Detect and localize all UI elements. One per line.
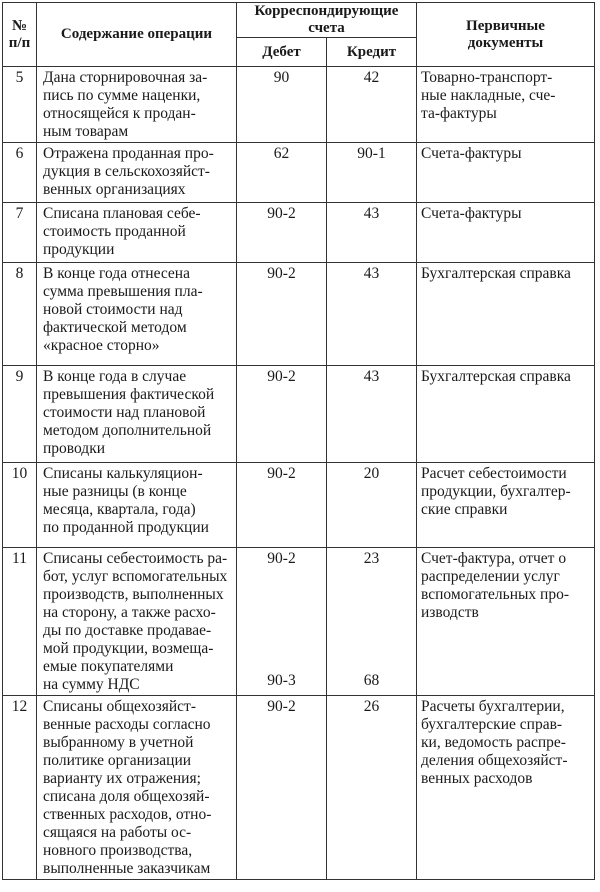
header-docs: [417, 3, 595, 67]
content-line: на сумму НДС: [43, 676, 140, 693]
docs-line: распределении услуг: [421, 568, 560, 585]
debit-account: 90-2: [237, 463, 327, 548]
docs-line: Бухгалтерская справка: [421, 368, 571, 385]
content-line: пись по сумме наценки,: [43, 87, 201, 104]
operation-content: [37, 548, 237, 696]
operation-content: [37, 366, 237, 463]
content-line: политике организации: [43, 752, 192, 769]
header-num-line: п/п: [8, 34, 31, 51]
content-line: Списаны себестоимость ра-: [43, 550, 228, 567]
header-docs-line: Первичные: [466, 17, 545, 34]
content-line: ды по доставке продавае-: [43, 622, 212, 639]
debit-account: 62: [237, 143, 327, 203]
content-line: венные расходы согласно: [43, 716, 211, 733]
docs-line: ные накладные, сче-: [421, 87, 556, 104]
credit-account: 20: [327, 463, 417, 548]
header-accounts: Корреспондирующие счета: [237, 3, 417, 38]
docs-line: продукции, бухгалтер-: [421, 483, 571, 500]
credit-account: 26: [327, 696, 417, 880]
docs-line: деления общехозяйст-: [421, 752, 568, 769]
primary-documents: [417, 143, 595, 203]
debit-account-value: 90-3: [267, 672, 296, 689]
content-line: стоимость проданной: [43, 223, 186, 240]
spacer: [327, 620, 416, 672]
docs-line: ки, ведомость распре-: [421, 734, 566, 751]
table-row: [3, 203, 595, 263]
operation-content: [37, 143, 237, 203]
debit-account: [237, 548, 327, 696]
primary-documents: [417, 366, 595, 463]
content-line: производств, выполненных: [43, 586, 224, 603]
credit-account-value: 68: [363, 672, 380, 689]
docs-line: та-фактуры: [421, 105, 497, 122]
content-line: В конце года отнесена: [43, 265, 190, 282]
content-line: емые покупателями: [43, 658, 174, 675]
docs-line: венных расходов: [421, 770, 533, 787]
content-line: Дана сторнировочная за-: [43, 69, 208, 86]
docs-line: бухгалтерские справ-: [421, 716, 563, 733]
spacer: [327, 568, 416, 620]
content-line: месяца, квартала, года): [43, 501, 196, 518]
content-line: сящаяся на работы ос-: [43, 824, 192, 841]
operation-content: [37, 463, 237, 548]
header-debit: Дебет: [237, 38, 327, 67]
docs-line: Расчеты бухгалтерии,: [421, 698, 565, 715]
debit-account: 90-2: [237, 263, 327, 366]
row-number: 8: [3, 263, 37, 366]
content-line: относящейся к продан-: [43, 105, 196, 122]
content-line: превышения фактической: [43, 386, 215, 403]
operation-content: [37, 263, 237, 366]
docs-line: Расчет себестоимости: [421, 465, 567, 482]
row-number: 9: [3, 366, 37, 463]
content-line: В конце года в случае: [43, 368, 187, 385]
content-line: фактической методом: [43, 319, 187, 336]
credit-account: 42: [327, 67, 417, 143]
debit-account: 90-2: [237, 696, 327, 880]
credit-account-value: 23: [363, 550, 380, 567]
header-num: [3, 3, 37, 67]
content-line: бот, услуг вспомогательных: [43, 568, 228, 585]
content-line: Отражена проданная про-: [43, 145, 214, 162]
content-line: проводки: [43, 440, 106, 457]
content-line: стоимости над плановой: [43, 404, 206, 421]
docs-line: изводств: [421, 604, 479, 621]
spacer: [237, 620, 326, 672]
content-line: методом дополнительной: [43, 422, 212, 439]
row-number: 6: [3, 143, 37, 203]
docs-line: ские справки: [421, 501, 508, 518]
docs-line: Счета-фактуры: [421, 145, 522, 162]
credit-account: [327, 548, 417, 696]
docs-line: Товарно-транспорт-: [421, 69, 553, 86]
table-row: [3, 463, 595, 548]
operation-content: [37, 67, 237, 143]
primary-documents: [417, 203, 595, 263]
content-line: Списаны общехозяйст-: [43, 698, 196, 715]
docs-line: вспомогательных про-: [421, 586, 569, 603]
content-line: ным товарам: [43, 123, 129, 140]
header-num-line: №: [11, 17, 28, 34]
row-number: 5: [3, 67, 37, 143]
content-line: сумма превышения пла-: [43, 283, 203, 300]
table-row: [3, 143, 595, 203]
debit-account-value: 90-2: [267, 550, 296, 567]
docs-line: Счет-фактура, отчет о: [421, 550, 567, 567]
content-line: продукции: [43, 241, 115, 258]
header-docs-line: документы: [467, 34, 544, 51]
content-line: мой продукции, возмеща-: [43, 640, 214, 657]
row-number: 10: [3, 463, 37, 548]
debit-account: 90: [237, 67, 327, 143]
table-row: [3, 548, 595, 696]
content-line: ные разницы (в конце: [43, 483, 187, 500]
spacer: [237, 568, 326, 620]
table-row: [3, 263, 595, 366]
primary-documents: [417, 696, 595, 880]
table-row: [3, 366, 595, 463]
operations-table: [2, 2, 595, 880]
credit-account: 43: [327, 366, 417, 463]
content-line: выбранному в учетной: [43, 734, 194, 751]
content-line: новой стоимости над: [43, 301, 183, 318]
credit-account: 43: [327, 203, 417, 263]
content-line: на сторону, а также расхо-: [43, 604, 216, 621]
credit-account: 43: [327, 263, 417, 366]
operation-content: [37, 696, 237, 880]
content-line: ственных расходов, отно-: [43, 806, 212, 823]
content-line: венных организациях: [43, 181, 186, 198]
content-line: варианту их отражения;: [43, 770, 201, 787]
primary-documents: [417, 463, 595, 548]
table-row: [3, 696, 595, 880]
content-line: выполненные заказчикам: [43, 860, 211, 877]
content-line: «красное сторно»: [43, 337, 160, 354]
content-line: по проданной продукции: [43, 519, 209, 536]
content-line: Списаны калькуляцион-: [43, 465, 203, 482]
row-number: 12: [3, 696, 37, 880]
debit-account: 90-2: [237, 203, 327, 263]
docs-line: Счета-фактуры: [421, 205, 522, 222]
docs-line: Бухгалтерская справка: [421, 265, 571, 282]
primary-documents: [417, 263, 595, 366]
header-credit: Кредит: [327, 38, 417, 67]
primary-documents: [417, 67, 595, 143]
header-content: Содержание операции: [37, 3, 237, 67]
credit-account: 90-1: [327, 143, 417, 203]
content-line: Списана плановая себе-: [43, 205, 201, 222]
content-line: дукция в сельскохозяйст-: [43, 163, 210, 180]
debit-account: 90-2: [237, 366, 327, 463]
row-number: 11: [3, 548, 37, 696]
content-line: новного производства,: [43, 842, 193, 859]
row-number: 7: [3, 203, 37, 263]
operation-content: [37, 203, 237, 263]
table-row: [3, 67, 595, 143]
content-line: списана доля общехозяй-: [43, 788, 210, 805]
primary-documents: [417, 548, 595, 696]
